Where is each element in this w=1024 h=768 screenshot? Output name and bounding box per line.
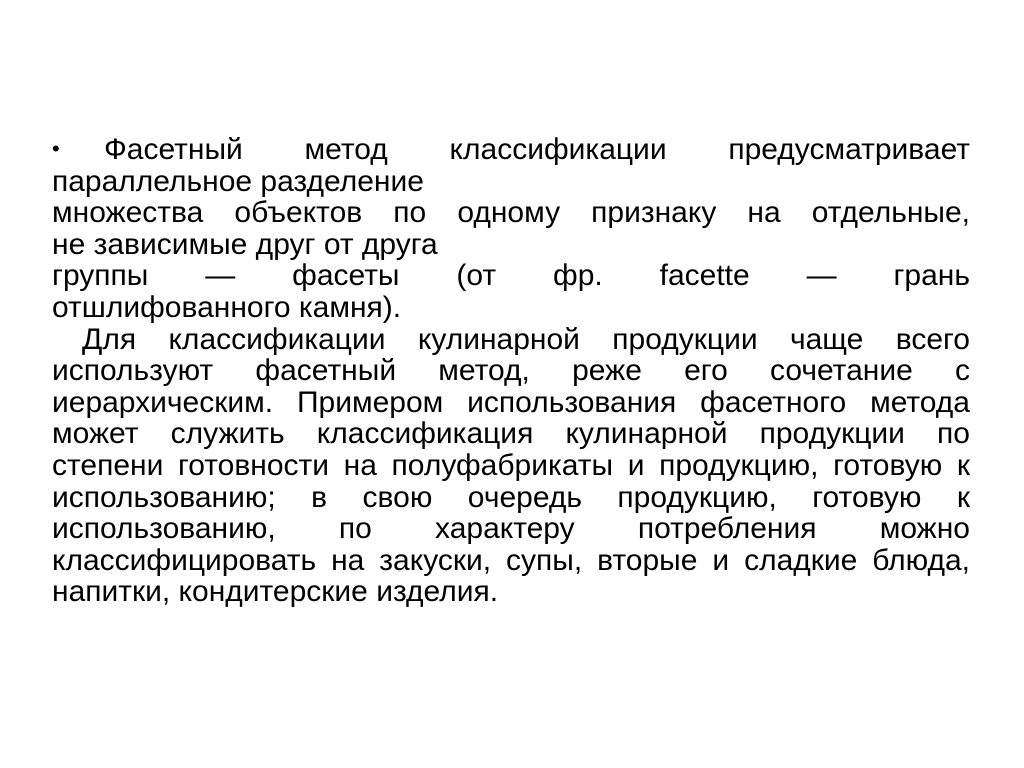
line-6: отшлифованного камня). <box>52 290 402 324</box>
line-2: параллельное разделение <box>52 164 424 198</box>
first-line <box>52 133 970 166</box>
bullet-marker: • <box>52 136 60 161</box>
line-5: группы — фасеты (от фр. facette — грань <box>52 259 970 293</box>
line-4: не зависимые друг от друга <box>52 227 438 261</box>
first-line-text: Фасетный метод классификации предусматривает <box>104 133 970 166</box>
text-block <box>52 133 970 608</box>
second-paragraph: Для классификации кулинарной продукции чаще всего используют фасетный метод, реже его сочетание с иерархическим. Примером использования фасетного метода может служить классификация кулинарной продукции по степени готовности на полуфабрикаты и продукцию, готовую к использованию; в свою очередь продукцию, готовую к использованию, по характеру потребления можно классифицировать на закуски, супы, вторые и сладкие блюда, напитки, кондитерские изделия. <box>52 322 970 609</box>
line-3: множества объектов по одному признаку на отдельные, <box>52 196 970 230</box>
